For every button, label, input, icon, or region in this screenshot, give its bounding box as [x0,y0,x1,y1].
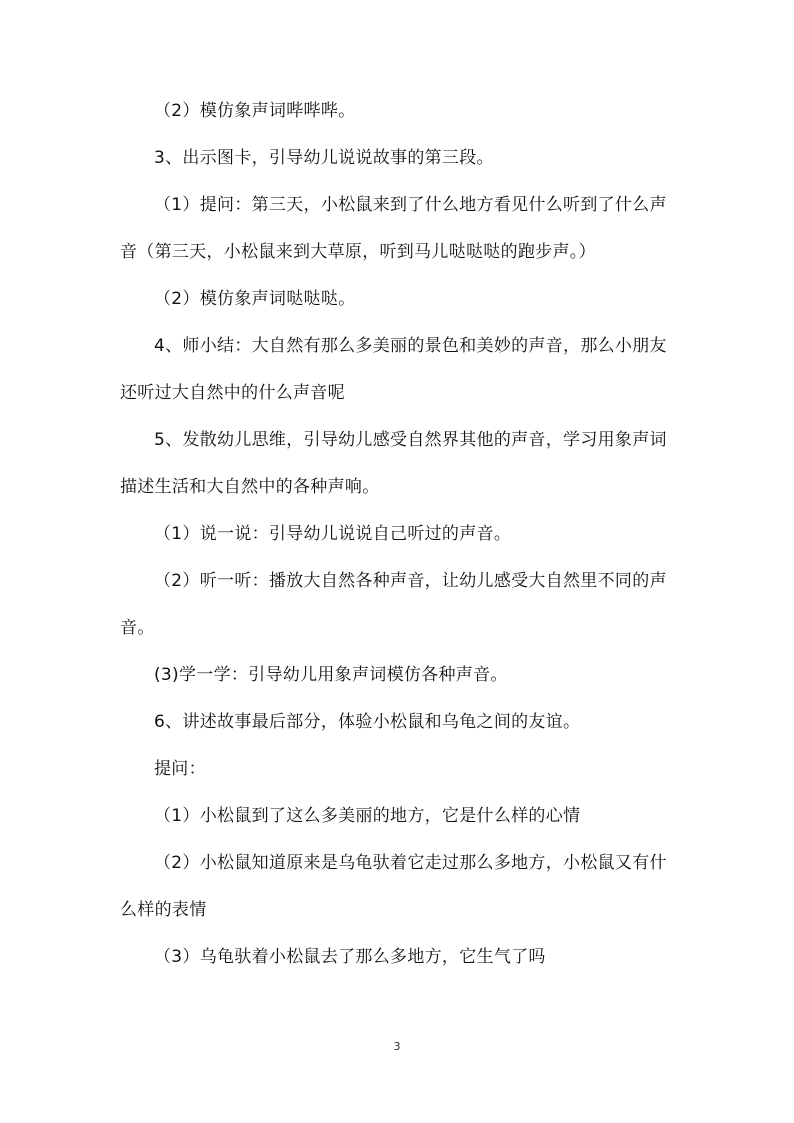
paragraph: 5、发散幼儿思维，引导幼儿感受自然界其他的声音，学习用象声词描述生活和大自然中的各种声响。 [120,430,667,497]
paragraph: （3）乌龟驮着小松鼠去了那么多地方，它生气了吗 [154,947,546,967]
paragraph: （2）小松鼠知道原来是乌龟驮着它走过那么多地方，小松鼠又有什么样的表情 [120,853,667,920]
paragraph: 6、讲述故事最后部分，体验小松鼠和乌龟之间的友谊。 [154,712,581,732]
paragraph: （1）提问：第三天，小松鼠来到了什么地方看见什么听到了什么声音（第三天，小松鼠来到大草原，听到马儿哒哒哒的跑步声。） [120,195,667,262]
paragraph: 提问： [154,759,206,779]
paragraph: （2）听一听：播放大自然各种声音，让幼儿感受大自然里不同的声音。 [120,571,667,638]
document-body [120,88,680,981]
paragraph: （1）小松鼠到了这么多美丽的地方，它是什么样的心情 [154,806,581,826]
paragraph: （2）模仿象声词哒哒哒。 [154,289,356,309]
paragraph: （1）说一说：引导幼儿说说自己听过的声音。 [154,524,512,544]
paragraph: (3)学一学：引导幼儿用象声词模仿各种声音。 [154,665,508,685]
page-number: 3 [393,1040,401,1053]
paragraph: 3、出示图卡，引导幼儿说说故事的第三段。 [154,148,494,168]
paragraph: 4、师小结：大自然有那么多美丽的景色和美妙的声音，那么小朋友还听过大自然中的什么声音呢 [120,336,667,403]
paragraph: （2）模仿象声词哔哔哔。 [154,101,356,121]
